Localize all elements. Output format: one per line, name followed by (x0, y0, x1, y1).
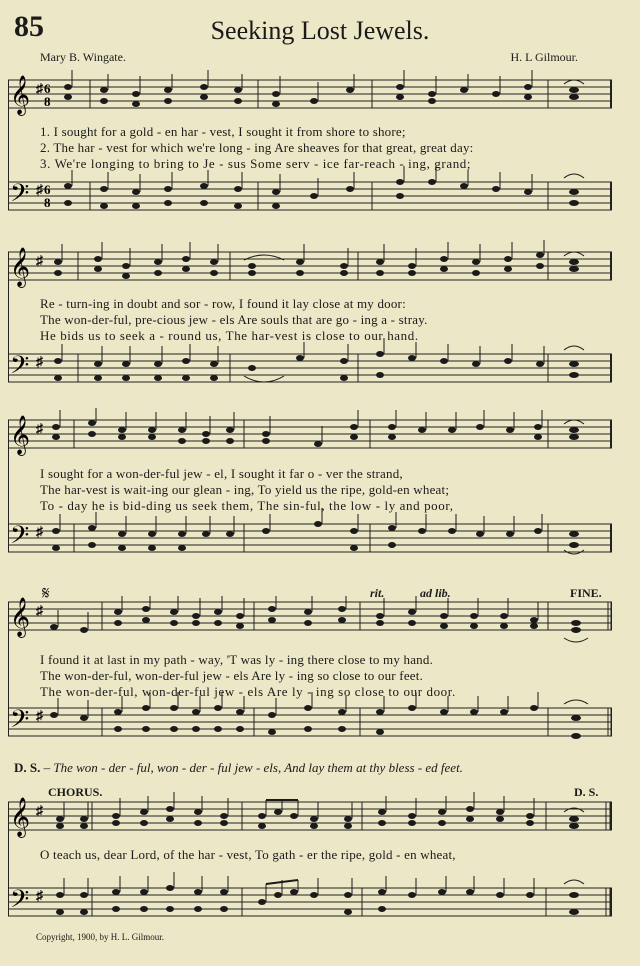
svg-text:♯: ♯ (36, 82, 43, 97)
lyrics-s4-v1: I found it at last in my path - way, 'T was ly - ing there close to my hand. (40, 652, 434, 667)
ds-refrain-text (14, 760, 463, 776)
ritardando-mark: rit. (370, 586, 385, 600)
svg-text:𝄢: 𝄢 (10, 179, 30, 214)
lyrics-s1-v2: 2. The har - vest for which we're long - ing Are sheaves for that great, great day: (40, 140, 474, 155)
svg-text:8: 8 (44, 195, 51, 210)
lyrics-s3-v3: To - day he is bid-ding us seek them, The sin-ful, the low - ly and poor, (40, 498, 454, 513)
ds-refrain-lyrics: – The won - der - ful, won - der - ful jew - els, And lay them at thy bless - ed feet. (43, 760, 463, 775)
svg-text:𝄞: 𝄞 (10, 797, 31, 837)
svg-text:♯: ♯ (36, 254, 43, 269)
svg-text:𝄢: 𝄢 (10, 521, 30, 556)
svg-text:6: 6 (44, 182, 51, 197)
svg-text:♯: ♯ (36, 355, 43, 370)
svg-text:𝄢: 𝄢 (10, 351, 30, 386)
lyrics-s3-v2: The har-vest is wait-ing our glean - ing, To yield us the ripe, gold-en wheat; (40, 482, 450, 497)
fine-mark: FINE. (570, 586, 602, 600)
hymn-title: Seeking Lost Jewels. (210, 16, 430, 45)
svg-text:𝄞: 𝄞 (10, 75, 31, 115)
lyrics-chorus: O teach us, dear Lord, of the har - vest, To gath - er the ripe, gold - en wheat, (40, 847, 456, 862)
svg-text:♯: ♯ (36, 709, 43, 724)
ds-mark: D. S. (574, 785, 599, 799)
svg-text:8: 8 (44, 94, 51, 109)
svg-text:𝄞: 𝄞 (10, 247, 31, 287)
lyrics-s3-v1: I sought for a won-der-ful jew - el, I sought it far o - ver the strand, (40, 466, 403, 481)
copyright-notice: Copyright, 1900, by H. L. Gilmour. (36, 932, 164, 942)
svg-text:♯: ♯ (36, 525, 43, 540)
segno-sign: 𝄋 (42, 583, 50, 603)
lyrics-s1-v1: 1. I sought for a gold - en har - vest, I sought it from shore to shore; (40, 124, 406, 139)
svg-text:6: 6 (44, 81, 51, 96)
author-credit: Mary B. Wingate. (40, 50, 126, 64)
svg-text:♯: ♯ (36, 804, 43, 819)
lyrics-s2-v2: The won-der-ful, pre-cious jew - els Are souls that are go - ing a - stray. (40, 312, 428, 327)
composer-credit: H. L Gilmour. (510, 50, 578, 64)
ds-label: D. S. (14, 760, 41, 775)
svg-text:𝄢: 𝄢 (10, 885, 30, 920)
lyrics-s4-v3: The won-der-ful, won-der-ful jew - els Are ly - ing so close to our door. (40, 684, 456, 699)
svg-text:𝄞: 𝄞 (10, 597, 31, 637)
lyrics-s1-v3: 3. We're longing to bring to Je - sus Some serv - ice far-reach - ing, grand; (40, 156, 472, 171)
hymn-number: 85 (14, 10, 44, 43)
svg-text:♯: ♯ (36, 183, 43, 198)
ad-lib-mark: ad lib. (420, 586, 451, 600)
svg-text:𝄞: 𝄞 (10, 415, 31, 455)
lyrics-s4-v2: The won-der-ful, won-der-ful jew - els Are ly - ing so close to our feet. (40, 668, 424, 683)
lyrics-s2-v1: Re - turn-ing in doubt and sor - row, I found it lay close at my door: (40, 296, 406, 311)
svg-text:♯: ♯ (36, 604, 43, 619)
svg-text:♯: ♯ (36, 422, 43, 437)
svg-text:𝄢: 𝄢 (10, 705, 30, 740)
chorus-label: CHORUS. (48, 785, 103, 799)
svg-text:♯: ♯ (36, 889, 43, 904)
lyrics-s2-v3: He bids us to seek a - round us, The har-vest is close to our hand. (40, 328, 419, 343)
